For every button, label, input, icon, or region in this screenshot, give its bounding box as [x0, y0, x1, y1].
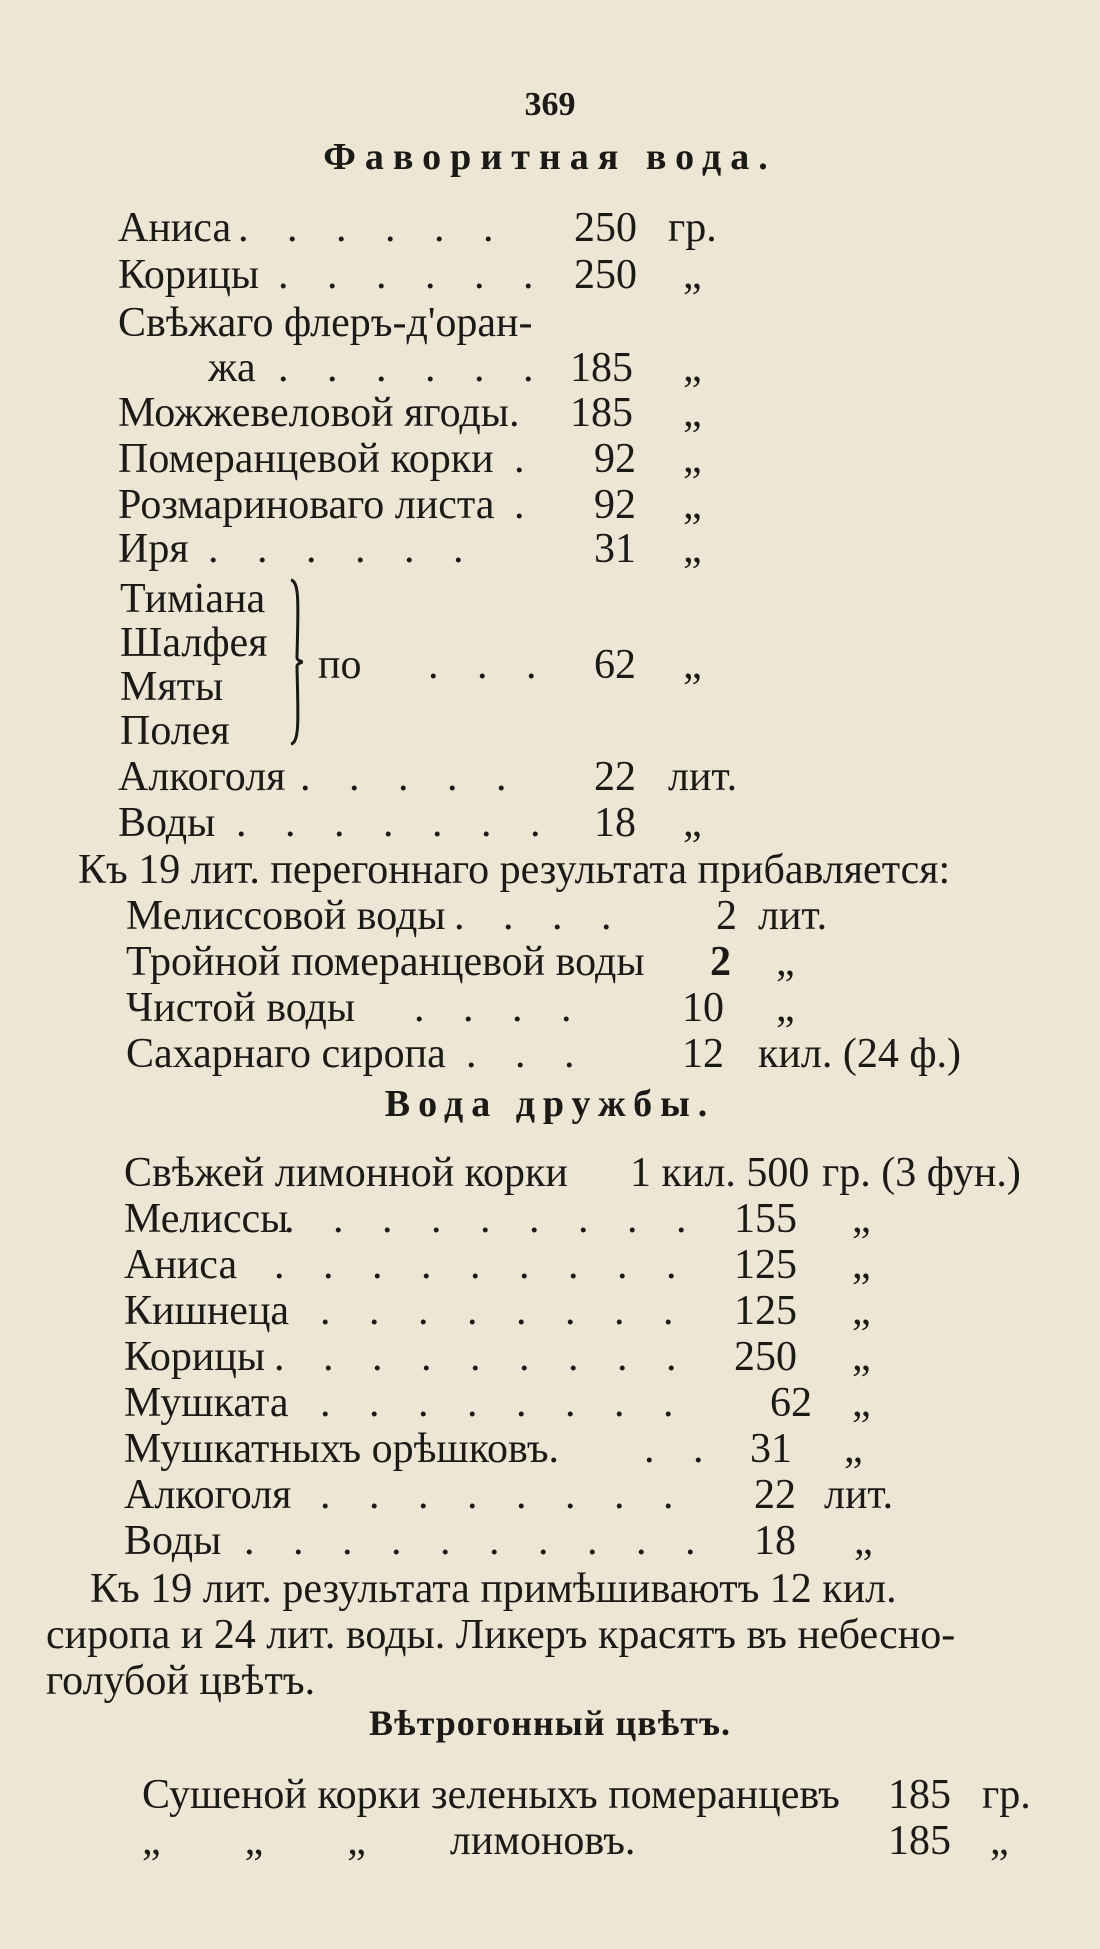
recipe-row: Аниса . . . . . . . . . 125 „ — [124, 1242, 871, 1288]
group-herb-row: Мяты — [120, 664, 224, 710]
recipe-row: Воды . . . . . . . . . . 18 „ — [124, 1518, 873, 1564]
addition-row: Чистой воды . . . . 10 „ — [126, 985, 795, 1031]
section-title-favoritnaya: Фаворитная вода. — [323, 136, 777, 178]
mixing-note-line: Къ 19 лит. результата примѣшиваютъ 12 кил. — [90, 1566, 897, 1612]
recipe-row: Мушката . . . . . . . . 62 „ — [124, 1380, 871, 1426]
addition-row: Мелиссовой воды . . . . 2 лит. — [126, 893, 828, 939]
addition-row: Сахарнаго сиропа . . . 12 кил. (24 ф.) — [126, 1031, 962, 1077]
recipe-row: Корицы . . . . . . 250 „ — [118, 252, 702, 298]
mixing-note-line: сиропа и 24 лит. воды. Ликеръ красятъ въ небесно- — [46, 1612, 956, 1658]
recipe-row: Сушеной корки зеленыхъ померанцевъ 185 гр. — [142, 1772, 1031, 1818]
section-title-vetrogonny: Вѣтрогонный цвѣтъ. — [368, 1703, 731, 1743]
group-herb-row: Полея — [120, 708, 230, 754]
recipe-row: Можжевеловой ягоды. 185 „ — [118, 390, 702, 436]
recipe-row: Алкоголя . . . . . . . . 22 лит. — [124, 1472, 894, 1518]
recipe-row: Корицы . . . . . . . . . 250 „ — [124, 1334, 871, 1380]
recipe-row: жа . . . . . . 185 „ — [208, 345, 702, 391]
recipe-row: Розмариноваго листа . 92 „ — [118, 482, 702, 528]
recipe-row: Иря . . . . . . 31 „ — [118, 526, 702, 572]
group-herb-row: Шалфея — [120, 620, 268, 666]
recipe-row: Алкоголя . . . . . 22 лит. — [118, 754, 738, 800]
recipe-row: Кишнеца . . . . . . . . 125 „ — [124, 1288, 871, 1334]
curly-brace — [288, 578, 306, 746]
recipe-row: Померанцевой корки . 92 „ — [118, 436, 702, 482]
recipe-row: Свѣжаго флеръ-д'оран- — [118, 300, 533, 346]
group-herb-row: Тимiана — [120, 576, 266, 622]
recipe-row: Свѣжей лимонной корки 1 кил. 500 гр. (3 фун.) — [124, 1150, 1021, 1196]
addition-row: Тройной померанцевой воды 2 „ — [126, 939, 795, 985]
recipe-row: Аниса . . . . . . 250 гр. — [118, 205, 717, 251]
recipe-row: Воды . . . . . . . 18 „ — [118, 800, 702, 846]
page-number: 369 — [524, 86, 576, 123]
distillation-note: Къ 19 лит. перегоннаго результата прибавляется: — [78, 847, 951, 893]
mixing-note-line: голубой цвѣтъ. — [46, 1658, 316, 1704]
recipe-row: Мушкатныхъ орѣшковъ. . . 31 „ — [124, 1426, 863, 1472]
section-title-voda-druzhby: Вода дружбы. — [384, 1083, 716, 1125]
recipe-row: Мелиссы . . . . . . . . . 155 „ — [124, 1196, 871, 1242]
group-value-row: по . . . 62 „ — [318, 642, 702, 688]
recipe-row: „ „ „ лимоновъ. 185 „ — [142, 1818, 1009, 1864]
